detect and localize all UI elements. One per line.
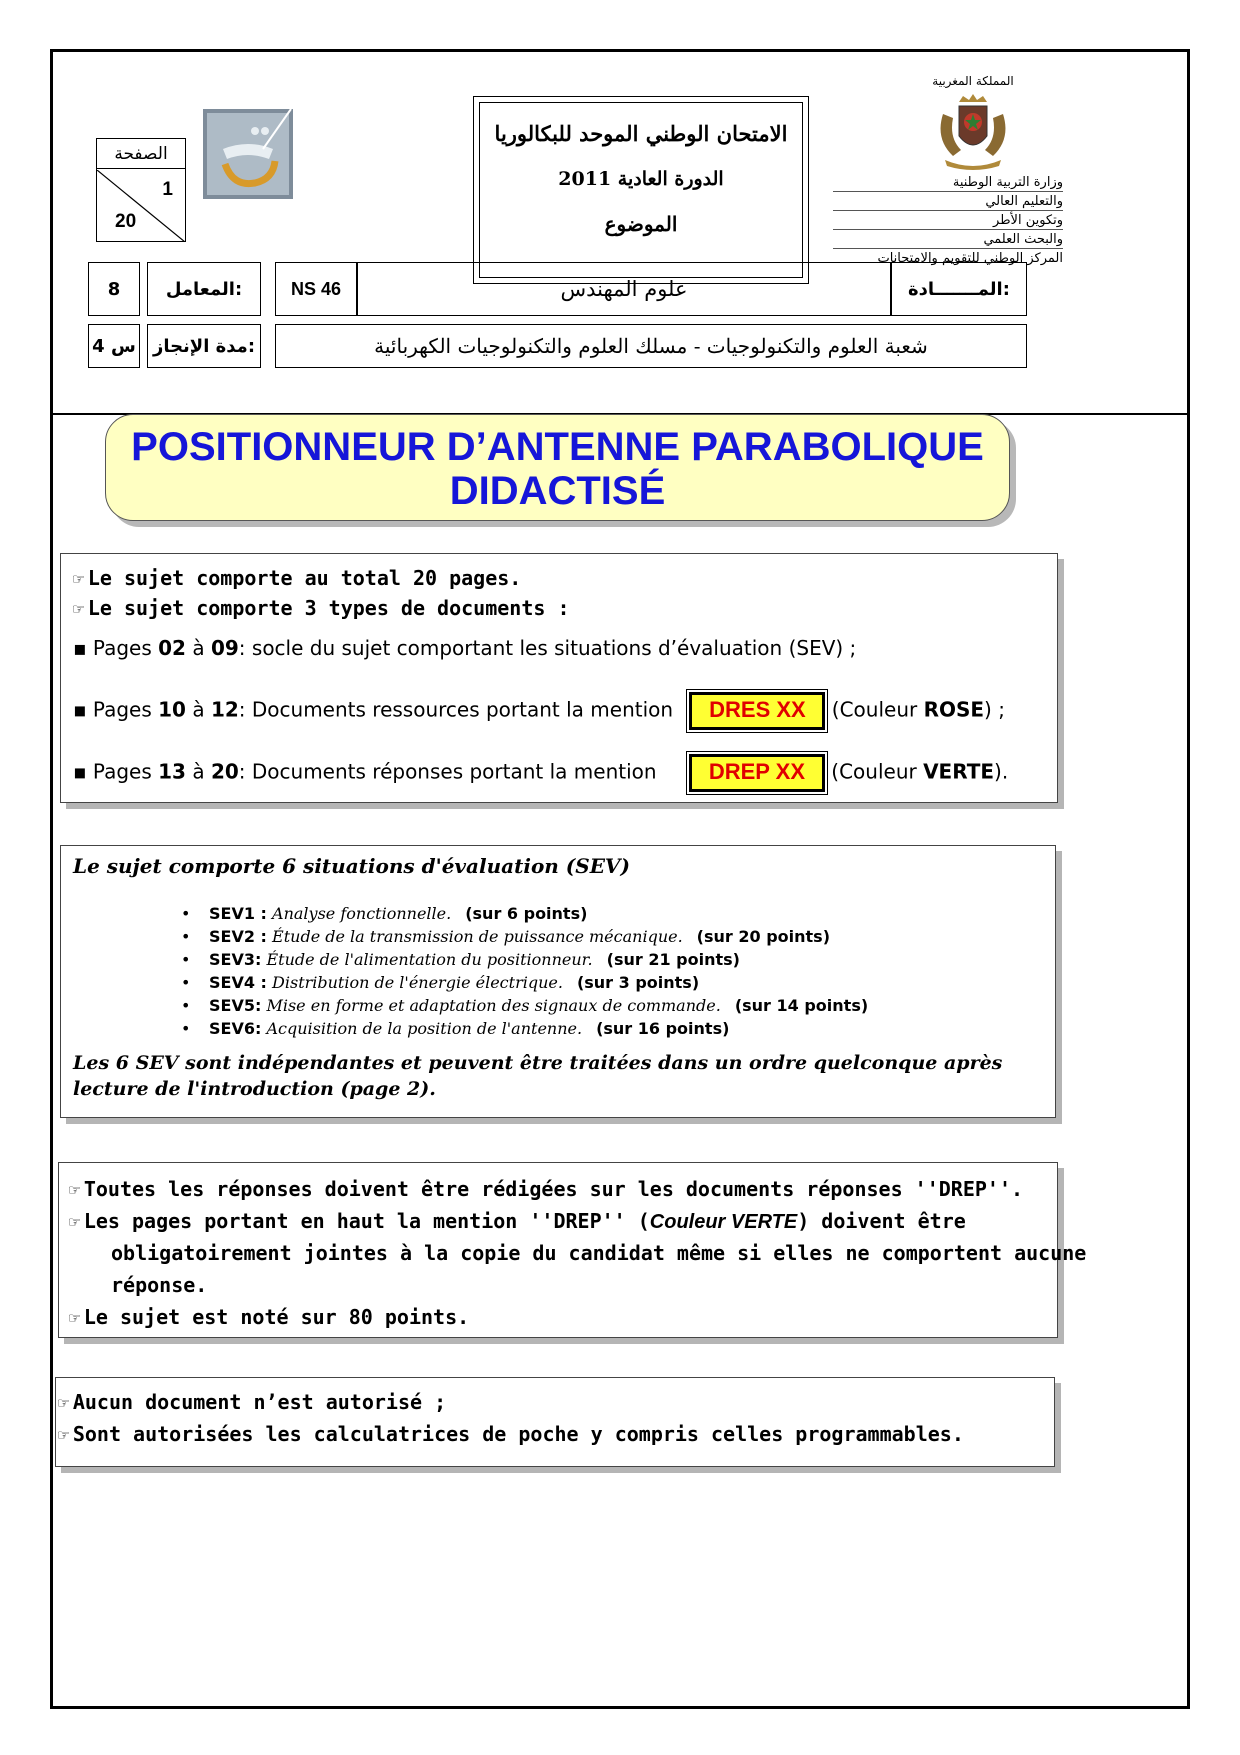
rule-line-drep: ☞ Les pages portant en haut la mention ''DREP'' (Couleur VERTE) doivent être <box>69 1209 966 1233</box>
sev-title: Le sujet comporte 6 situations d'évaluation (SEV) <box>73 854 630 878</box>
sev-item: • SEV2 : Étude de la transmission de puissance mécanique. (sur 20 points) <box>181 925 868 948</box>
main-title-banner <box>105 414 1010 521</box>
sev-item: • SEV6: Acquisition de la position de l'antenne. (sur 16 points) <box>181 1017 868 1040</box>
pointing-hand-icon: ☞ <box>69 1212 80 1233</box>
coat-of-arms-icon <box>933 94 1013 172</box>
rule-line-points: ☞ Le sujet est noté sur 80 points. <box>69 1305 470 1329</box>
square-bullet-icon: ▪ <box>73 759 87 784</box>
info-pages-drep: ▪ Pages 13 à 20: Documents réponses portant la mention DREP XX (Couleur VERTE). <box>73 754 1008 792</box>
rule-line-answers: ☞ Toutes les réponses doivent être rédigées sur les documents réponses ''DREP''. <box>69 1177 1024 1201</box>
ministry-line: وتكوين الأطر <box>833 212 1063 230</box>
sev-item: • SEV5: Mise en forme et adaptation des signaux de commande. (sur 14 points) <box>181 994 868 1017</box>
coefficient-label: المعامل: <box>147 262 261 316</box>
drep-badge: DREP XX <box>689 754 825 792</box>
exam-title-box <box>473 96 809 284</box>
dres-badge: DRES XX <box>689 692 825 730</box>
square-bullet-icon: ▪ <box>73 697 87 722</box>
exam-center-logo <box>203 109 293 199</box>
rules-box <box>58 1162 1087 1338</box>
exam-title: الامتحان الوطني الموحد للبكالوريا <box>494 121 788 146</box>
stream: شعبة العلوم والتكنولوجيات - مسلك العلوم والتكنولوجيات الكهربائية <box>275 324 1027 368</box>
page-number-box <box>96 138 186 242</box>
page-total: 20 <box>115 211 137 232</box>
session: الدورة العادية 2011 <box>558 168 724 190</box>
pointing-hand-icon: ☞ <box>58 1425 69 1446</box>
info-line-pages: ☞ Le sujet comporte au total 20 pages. <box>73 566 522 590</box>
page-frame <box>50 49 1190 1709</box>
ministry-line: وزارة التربية الوطنية <box>833 174 1063 192</box>
subject-field-label: المـــــــادة: <box>891 262 1027 316</box>
authorization-box <box>55 1377 1055 1467</box>
sev-box <box>60 845 1056 1118</box>
document-info-box <box>60 553 1058 803</box>
pointing-hand-icon: ☞ <box>73 599 84 620</box>
sev-footer: Les 6 SEV sont indépendantes et peuvent être traitées dans un ordre quelconque après lecture de l'introduction (page 2). <box>73 1052 1003 1100</box>
pointing-hand-icon: ☞ <box>69 1308 80 1329</box>
subject-label: الموضوع <box>604 212 678 236</box>
sev-item: • SEV3: Étude de l'alimentation du positionneur. (sur 21 points) <box>181 948 868 971</box>
ministry-block <box>833 174 1063 268</box>
pointing-hand-icon: ☞ <box>69 1180 80 1201</box>
ministry-line: والتعليم العالي <box>833 193 1063 211</box>
info-line-types: ☞ Le sujet comporte 3 types de documents : <box>73 596 570 620</box>
pointing-hand-icon: ☞ <box>73 569 84 590</box>
subject-code: NS 46 <box>275 262 357 316</box>
auth-line-documents: ☞ Aucun document n’est autorisé ; <box>58 1390 447 1414</box>
main-title-line2: DIDACTISÉ <box>449 469 666 513</box>
main-title-line1: POSITIONNEUR D’ANTENNE PARABOLIQUE <box>131 425 984 469</box>
info-pages-dres: ▪ Pages 10 à 12: Documents ressources portant la mention DRES XX (Couleur ROSE) ; <box>73 692 1005 730</box>
sev-item: • SEV4 : Distribution de l'énergie électrique. (sur 3 points) <box>181 971 868 994</box>
duration-label: مدة الإنجاز: <box>147 324 261 368</box>
rule-line-continued: obligatoirement jointes à la copie du candidat même si elles ne comportent aucune <box>111 1241 1087 1265</box>
page-number: 1 <box>162 179 173 200</box>
rule-line-end: réponse. <box>111 1273 208 1297</box>
pointing-hand-icon: ☞ <box>58 1393 69 1414</box>
sev-item: • SEV1 : Analyse fonctionnelle. (sur 6 points) <box>181 902 868 925</box>
info-pages-socle: ▪ Pages 02 à 09: socle du sujet comportant les situations d’évaluation (SEV) ; <box>73 636 857 660</box>
ministry-line: المركز الوطني للتقويم والامتحانات <box>877 251 1063 266</box>
ministry-line: والبحث العلمي <box>833 231 1063 249</box>
duration-value: 4 س <box>88 324 140 368</box>
kingdom-label: المملكة المغربية <box>932 74 1014 88</box>
auth-line-calculators: ☞ Sont autorisées les calculatrices de poche y compris celles programmables. <box>58 1422 964 1446</box>
sev-list <box>181 902 868 1040</box>
square-bullet-icon: ▪ <box>73 636 87 660</box>
page-label: الصفحة <box>97 139 185 169</box>
subject-name: علوم المهندس <box>357 262 891 316</box>
coefficient-value: 8 <box>88 262 140 316</box>
